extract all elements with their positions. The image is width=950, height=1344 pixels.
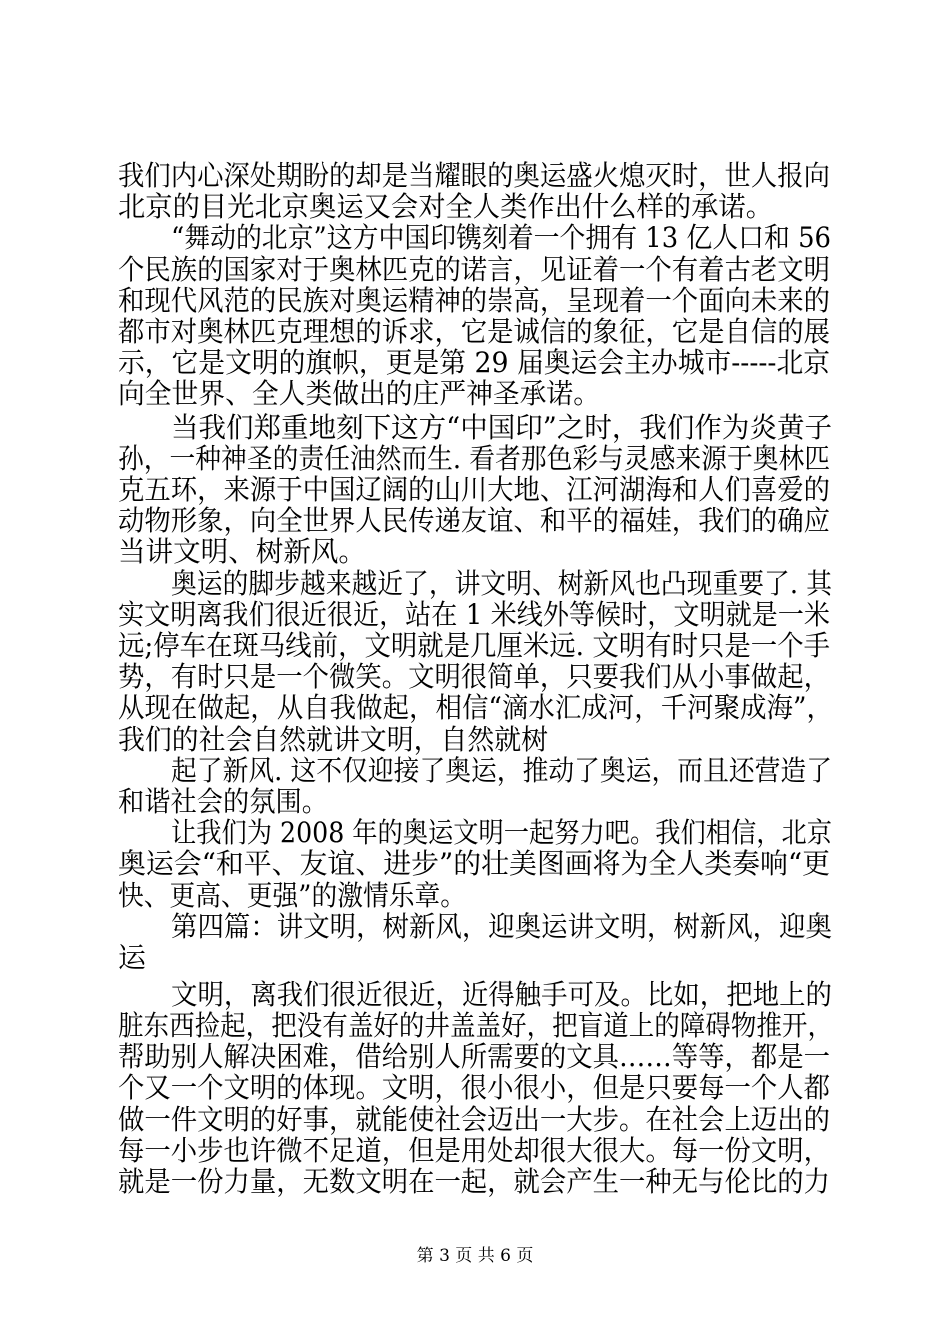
text-line: 北京的目光北京奥运又会对全人类作出什么样的承诺。 [118,190,773,223]
text-line: 动物形象，向全世界人民传递友谊、和平的福娃，我们的确应 [118,504,830,537]
text-line: 示，它是文明的旗帜，更是第 29 届奥运会主办城市-----北京 [118,346,830,379]
text-line: 和谐社会的氛围。 [118,785,328,818]
text-line: “舞动的北京”这方中国印镌刻着一个拥有 13 亿人口和 56 [171,221,831,254]
text-line: 个又一个文明的体现。文明，很小很小，但是只要每一个人都 [118,1071,830,1104]
text-line: 势，有时只是一个微笑。文明很简单，只要我们从小事做起， [118,660,830,693]
text-line: 向全世界、全人类做出的庄严神圣承诺。 [118,377,600,410]
text-line: 当讲文明、树新风。 [118,535,366,568]
text-line: 我们内心深处期盼的却是当耀眼的奥运盛火熄灭时，世人报向 [118,159,830,192]
text-line: 每一小步也许微不足道，但是用处却很大很大。每一份文明， [118,1134,830,1167]
section-heading-line: 第四篇：讲文明，树新风，迎奥运讲文明，树新风，迎奥 [171,910,832,943]
text-line: 个民族的国家对于奥林匹克的诺言，见证着一个有着古老文明 [118,253,830,286]
page-number: 第 3 页 共 6 页 [416,1246,534,1266]
page-footer [0,1244,950,1268]
text-line: 快、更高、更强”的激情乐章。 [118,879,466,912]
text-line: 就是一份力量，无数文明在一起，就会产生一种无与伦比的力 [118,1165,830,1198]
text-line: 做一件文明的好事，就能使社会迈出一大步。在社会上迈出的 [118,1103,830,1136]
text-line: 文明，离我们很近很近，近得触手可及。比如，把地上的 [171,978,832,1011]
text-line: 当我们郑重地刻下这方“中国印”之时，我们作为炎黄子 [171,411,832,444]
text-line: 远;停车在斑马线前，文明就是几厘米远. 文明有时只是一个手 [118,629,830,662]
text-line: 帮助别人解决困难，借给别人所需要的文具……等等，都是一 [118,1040,830,1073]
text-line: 克五环，来源于中国辽阔的山川大地、江河湖海和人们喜爱的 [118,473,830,506]
text-line: 和现代风范的民族对奥运精神的崇高，呈现着一个面向未来的 [118,284,830,317]
text-line: 让我们为 2008 年的奥运文明一起努力吧。我们相信，北京 [171,816,832,849]
text-line: 起了新风. 这不仅迎接了奥运，推动了奥运，而且还营造了 [171,754,832,787]
text-line: 从现在做起，从自我做起，相信“滴水汇成河，千河聚成海”， [118,691,833,724]
text-line: 脏东西捡起，把没有盖好的井盖盖好，把盲道上的障碍物推开， [118,1009,833,1042]
text-line: 实文明离我们很近很近，站在 1 米线外等候时，文明就是一米 [118,598,830,631]
text-line: 奥运会“和平、友谊、进步”的壮美图画将为全人类奏响“更 [118,847,830,880]
text-line: 孙，一种神圣的责任油然而生. 看者那色彩与灵感来源于奥林匹 [118,442,830,475]
section-heading-line: 运 [118,941,146,974]
text-line: 我们的社会自然就讲文明，自然就树 [118,723,548,756]
text-line: 都市对奥林匹克理想的诉求，它是诚信的象征，它是自信的展 [118,315,830,348]
text-line: 奥运的脚步越来越近了，讲文明、树新风也凸现重要了. 其 [171,567,832,600]
